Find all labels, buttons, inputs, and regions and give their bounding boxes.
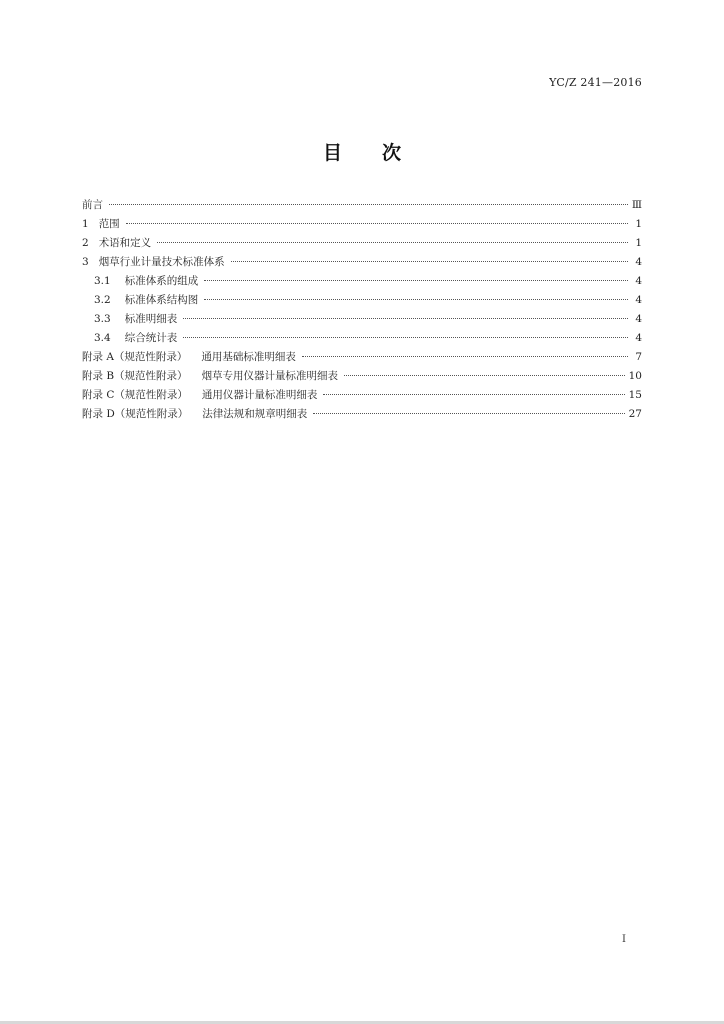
toc-entry-text: 通用仪器计量标准明细表 xyxy=(201,389,318,401)
toc-entry-number: 附录 C（规范性附录） xyxy=(82,389,188,401)
toc-entry-text: 烟草专用仪器计量标准明细表 xyxy=(201,370,339,382)
toc-entry-text: 标准体系结构图 xyxy=(124,294,199,306)
toc-entry-terms[interactable] xyxy=(82,234,642,253)
toc-entry-3-4[interactable] xyxy=(82,329,642,348)
toc-entry-page: 4 xyxy=(635,313,642,325)
toc-entry-number: 3.2 xyxy=(94,294,111,306)
toc-entry-number: 3 xyxy=(82,256,89,268)
dot-leader xyxy=(109,204,628,205)
dot-leader xyxy=(302,356,628,357)
toc-entry-text: 术语和定义 xyxy=(98,237,152,249)
toc-entry-text: 标准明细表 xyxy=(124,313,178,325)
toc-entry-number: 1 xyxy=(82,218,89,230)
toc-entry-appendix-b[interactable] xyxy=(82,367,642,386)
table-of-contents xyxy=(82,196,642,424)
toc-entry-number: 附录 D（规范性附录） xyxy=(82,408,189,420)
toc-entry-appendix-d[interactable] xyxy=(82,405,642,424)
toc-entry-text: 通用基础标准明细表 xyxy=(201,351,296,363)
toc-entry-scope[interactable] xyxy=(82,215,642,234)
toc-entry-page: 4 xyxy=(635,332,642,344)
toc-entry-3-3[interactable] xyxy=(82,310,642,329)
toc-entry-number: 附录 B（规范性附录） xyxy=(82,370,188,382)
page-title: 目次 xyxy=(322,142,441,164)
toc-entry-standard-system[interactable] xyxy=(82,253,642,272)
toc-entry-page: 1 xyxy=(635,237,642,249)
toc-entry-page: 4 xyxy=(635,256,642,268)
toc-entry-3-2[interactable] xyxy=(82,291,642,310)
toc-entry-text: 范围 xyxy=(98,218,120,230)
dot-leader xyxy=(204,280,628,281)
toc-entry-text: 标准体系的组成 xyxy=(124,275,199,287)
toc-entry-text: 前言 xyxy=(82,199,103,211)
toc-entry-page: 4 xyxy=(635,275,642,287)
toc-entry-text: 法律法规和规章明细表 xyxy=(202,408,308,420)
toc-entry-page: Ⅲ xyxy=(631,199,642,211)
dot-leader xyxy=(183,318,628,319)
dot-leader xyxy=(313,413,624,414)
toc-entry-appendix-c[interactable] xyxy=(82,386,642,405)
toc-entry-text: 烟草行业计量技术标准体系 xyxy=(98,256,225,268)
toc-entry-number: 附录 A（规范性附录） xyxy=(82,351,188,363)
toc-entry-page: 15 xyxy=(628,389,642,401)
toc-entry-page: 7 xyxy=(635,351,642,363)
toc-entry-3-1[interactable] xyxy=(82,272,642,291)
dot-leader xyxy=(183,337,628,338)
toc-entry-page: 4 xyxy=(635,294,642,306)
toc-entry-number: 3.3 xyxy=(94,313,111,325)
dot-leader xyxy=(204,299,628,300)
dot-leader xyxy=(157,242,628,243)
toc-entry-appendix-a[interactable] xyxy=(82,348,642,367)
page-number: I xyxy=(622,934,626,945)
toc-entry-page: 1 xyxy=(635,218,642,230)
toc-entry-text: 综合统计表 xyxy=(124,332,178,344)
toc-entry-foreword[interactable] xyxy=(82,196,642,215)
dot-leader xyxy=(126,223,628,224)
dot-leader xyxy=(231,261,628,262)
toc-entry-number: 3.1 xyxy=(94,275,111,287)
toc-entry-page: 10 xyxy=(628,370,642,382)
dot-leader xyxy=(344,375,625,376)
toc-entry-page: 27 xyxy=(628,408,642,420)
dot-leader xyxy=(323,394,624,395)
toc-entry-number: 2 xyxy=(82,237,89,249)
standard-code: YC/Z 241—2016 xyxy=(549,76,642,89)
toc-entry-number: 3.4 xyxy=(94,332,111,344)
